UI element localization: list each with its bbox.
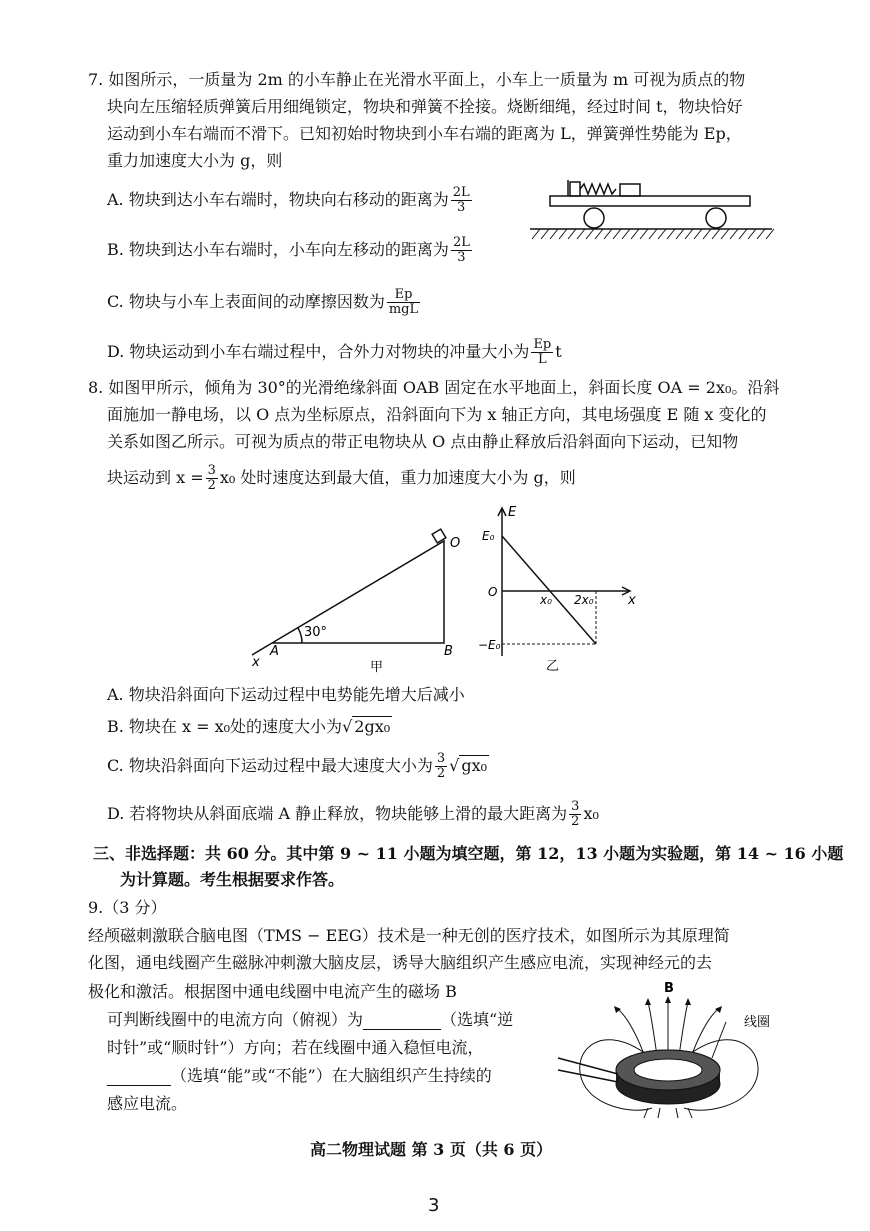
q8-line-2: 面施加一静电场，以 O 点为坐标原点，沿斜面向下为 x 轴正方向，其电场强度 E 随 x 变化的 (107, 405, 767, 424)
2x0-label: 2x₀ (574, 593, 594, 607)
cart-body (550, 180, 750, 228)
incline-x-label: x (252, 655, 260, 670)
x0-label: x₀ (540, 593, 552, 607)
ground-hatch (532, 229, 774, 239)
coil-figure (556, 978, 792, 1120)
e-x-axes (498, 508, 630, 656)
q7-line-3: 运动到小车右端而不滑下。已知初始时物块到小车右端的距离为 L，弹簧弹性势能为 Ep， (107, 124, 742, 143)
q7-line-1: 7. 如图所示，一质量为 2m 的小车静止在光滑水平面上，小车上一质量为 m 可视为质点的物 (88, 70, 746, 89)
incline-triangle (252, 529, 446, 655)
q9-line-6: （选填“能”或“不能”）在大脑组织产生持续的 (107, 1066, 492, 1086)
x-axis-label: x (628, 593, 636, 608)
cart-figure (528, 172, 776, 244)
coil-leads (558, 1058, 618, 1082)
neg-e0-label: −E₀ (478, 638, 501, 652)
q9-line-2: 化图，通电线圈产生磁脉冲刺激大脑皮层，诱导大脑组织产生感应电流，实现神经元的去 (88, 953, 713, 972)
q7-line-2: 块向左压缩轻质弹簧后用细绳锁定，物块和弹簧不拴接。烧断细绳，经过时间 t，物块恰好 (107, 97, 743, 116)
q8-option-b: B. 物块在 x = x₀处的速度大小为√ 2gx₀ (107, 717, 391, 736)
q9-line-1: 经颅磁刺激联合脑电图（TMS − EEG）技术是一种无创的医疗技术，如图所示为其原理简 (88, 926, 730, 945)
e-x-graph (478, 502, 642, 672)
q8-line-4: 块运动到 x = $\frac{3}{2}$ x₀ 处时速度达到最大值，重力加速度大小为 g，则 (107, 463, 576, 493)
origin-label: O (488, 585, 498, 599)
answer-blank-2[interactable] (107, 1071, 171, 1086)
q8-line-3: 关系如图乙所示。可视为质点的带正电物块从 O 点由静止释放后沿斜面向下运动，已知物 (107, 432, 739, 451)
q9-line-3: 极化和激活。根据图中通电线圈中电流产生的磁场 B (88, 982, 457, 1001)
q7-option-a: A. 物块到达小车右端时，物块向右移动的距离为 $\frac{2L}{3}$ (107, 185, 470, 215)
q9-line-5: 时针”或“顺时针”）方向；若在线圈中通入稳恒电流， (107, 1038, 484, 1057)
answer-blank-1[interactable] (363, 1015, 441, 1030)
q8-option-c: C. 物块沿斜面向下运动过程中最大速度大小为 $\frac{3}{2}$ √ gx₀ (107, 751, 488, 781)
q7-line-4: 重力加速度大小为 g，则 (107, 151, 283, 170)
q7-option-d: D. 物块运动到小车右端过程中，合外力对物块的冲量大小为 $\frac{Ep}{L}$ t (107, 337, 562, 367)
field-b-label: B (664, 981, 674, 996)
coil-label: 线圈 (744, 1015, 771, 1030)
coil-ring (616, 1050, 720, 1104)
q9-line-7: 感应电流。 (107, 1094, 188, 1113)
section-3-line-2: 为计算题。考生根据要求作答。 (120, 870, 345, 889)
e-axis-label: E (508, 505, 517, 520)
incline-o-label: O (450, 536, 461, 551)
page-number: 3 (428, 1195, 440, 1216)
q8-line-1: 8. 如图甲所示，倾角为 30°的光滑绝缘斜面 OAB 固定在水平地面上，斜面长度 OA = 2x₀。沿斜 (88, 378, 780, 397)
q7-option-b: B. 物块到达小车右端时，小车向左移动的距离为 $\frac{2L}{3}$ (107, 235, 470, 265)
e0-label: E₀ (482, 529, 495, 543)
incline-figure (244, 525, 476, 673)
incline-angle-label: 30° (304, 625, 328, 640)
q8-option-d: D. 若将物块从斜面底端 A 静止释放，物块能够上滑的最大距离为 $\frac{3}{2}$ x₀ (107, 799, 599, 829)
page-footer: 高二物理试题 第 3 页（共 6 页） (310, 1140, 553, 1159)
q9-heading: 9.（3 分） (88, 898, 167, 917)
incline-b-label: B (444, 644, 453, 659)
incline-a-label: A (270, 644, 279, 659)
section-3-line-1: 三、非选择题：共 60 分。其中第 9 ~ 11 小题为填空题，第 12，13 小题为实验题，第 14 ~ 16 小题 (93, 844, 844, 863)
incline-caption: 甲 (370, 660, 384, 673)
q9-line-4: 可判断线圈中的电流方向（俯视）为 （选填“逆 (107, 1010, 514, 1029)
q7-option-c: C. 物块与小车上表面间的动摩擦因数为 $\frac{Ep}{\text{mgL}}$ (107, 287, 419, 317)
e-x-line (502, 536, 596, 644)
q8-option-a: A. 物块沿斜面向下运动过程中电势能先增大后减小 (107, 685, 465, 704)
e-x-caption: 乙 (546, 659, 560, 672)
